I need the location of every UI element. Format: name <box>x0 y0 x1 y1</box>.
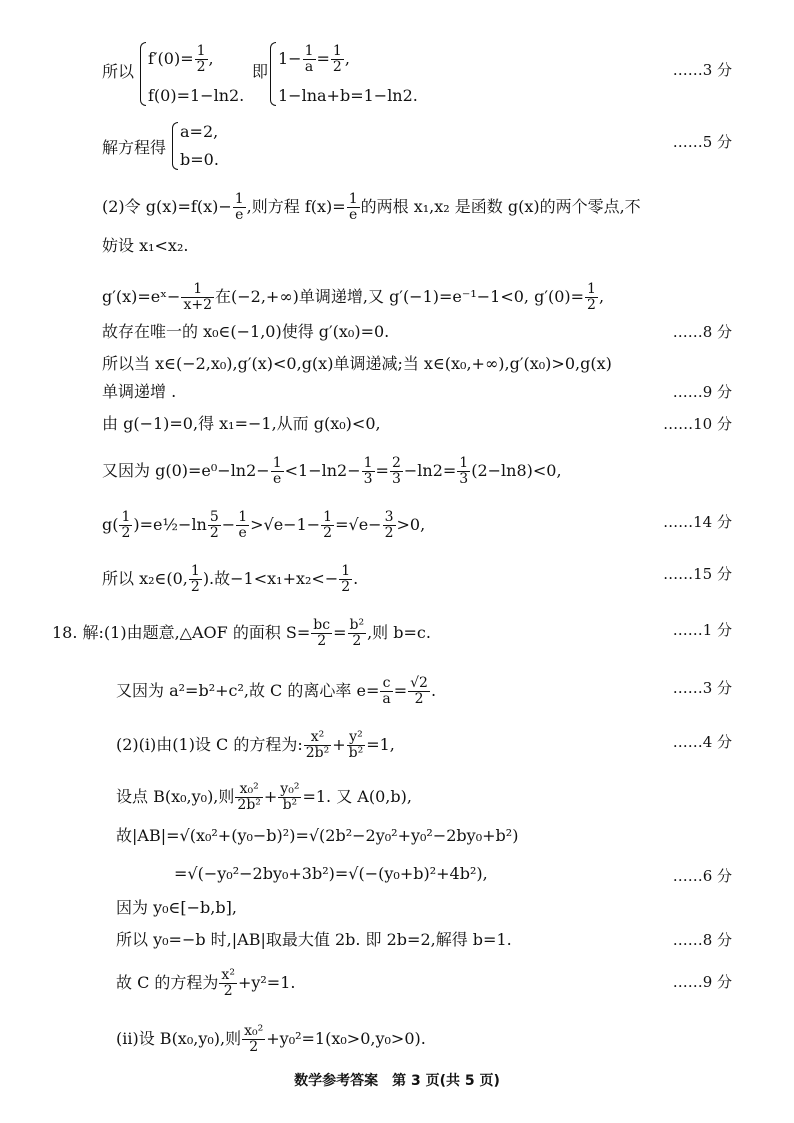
text-line: 所以 x₂∈(0, $\frac{1}{2}$ ).故−1<x₁+x₂<− $\frac{1}{2}$ . <box>102 563 359 595</box>
equation: b=0. <box>180 150 219 169</box>
score: ……14 分 <box>663 513 732 531</box>
equation: 1−lna+b=1−ln2. <box>278 86 418 105</box>
text-line: 18. 解:(1)由题意,△AOF 的面积 S= $\frac{bc}{2}$ = $\frac{\text{b²}}{2}$ ,则 b=c. <box>52 617 431 649</box>
score: ……9 分 <box>672 383 732 401</box>
left-brace <box>172 122 178 170</box>
score: ……6 分 <box>672 867 732 885</box>
equation: a=2, <box>180 122 219 141</box>
text-line: (ii)设 B(x₀,y₀),则 $\frac{\text{x₀²}}{2}$ +y₀²=1(x₀>0,y₀>0). <box>116 1023 426 1055</box>
equation: 1− $\frac{1}{a}$ = $\frac{1}{2}$ , <box>278 43 350 75</box>
page-footer: 数学参考答案 第 3 页(共 5 页) <box>294 1073 500 1089</box>
text-line: 解方程得 <box>102 138 167 157</box>
text-line: 所以当 x∈(−2,x₀),g′(x)<0,g(x)单调递减;当 x∈(x₀,+∞),g′(x₀)>0,g(x) <box>102 354 612 373</box>
text-line: 所以 <box>102 62 135 81</box>
text-line: 设点 B(x₀,y₀),则 $\frac{\text{x₀²}}{\text{2b²}}$ + $\frac{\text{y₀²}}{\text{b²}}$ =1. 又 A(0,b), <box>116 781 412 813</box>
text-line: 由 g(−1)=0,得 x₁=−1,从而 g(x₀)<0, <box>102 414 381 433</box>
score: ……10 分 <box>663 415 732 433</box>
equation: f(0)=1−ln2. <box>148 86 245 105</box>
score: ……8 分 <box>672 323 732 341</box>
text-line: 故|AB|=√(x₀²+(y₀−b)²)=√(2b²−2y₀²+y₀²−2by₀+b²) <box>116 826 519 845</box>
text-line: 又因为 g(0)=e⁰−ln2− $\frac{1}{e}$ <1−ln2− $\frac{1}{3}$ = $\frac{2}{3}$ −ln2= $\frac{1}{3}$ (2−ln8)<0, <box>102 455 562 487</box>
score: ……5 分 <box>672 133 732 151</box>
equation: f′(0)= $\frac{1}{2}$ , <box>148 43 214 75</box>
left-brace <box>270 42 276 106</box>
score: ……15 分 <box>663 565 732 583</box>
text-line: g′(x)=eˣ− $\frac{1}{x+2}$ 在(−2,+∞)单调递增,又 g′(−1)=e⁻¹−1<0, g′(0)= $\frac{1}{2}$ , <box>102 281 605 313</box>
text-line: 即 <box>252 62 269 81</box>
text-line: 因为 y₀∈[−b,b], <box>116 898 237 917</box>
left-brace <box>140 42 146 106</box>
score: ……4 分 <box>672 733 732 751</box>
text-line: 故存在唯一的 x₀∈(−1,0)使得 g′(x₀)=0. <box>102 322 390 341</box>
text-line: =√(−y₀²−2by₀+3b²)=√(−(y₀+b)²+4b²), <box>174 864 488 883</box>
score: ……1 分 <box>672 621 732 639</box>
text-line: 所以 y₀=−b 时,|AB|取最大值 2b. 即 2b=2,解得 b=1. <box>116 930 512 949</box>
score: ……9 分 <box>672 973 732 991</box>
score: ……8 分 <box>672 931 732 949</box>
text-line: (2)(i)由(1)设 C 的方程为: $\frac{\text{x²}}{\text{2b²}}$ + $\frac{\text{y²}}{\text{b²}}$ =1, <box>116 729 395 761</box>
score: ……3 分 <box>672 679 732 697</box>
text-line: 妨设 x₁<x₂. <box>102 236 189 255</box>
text-line: 故 C 的方程为 $\frac{\text{x²}}{2}$ +y²=1. <box>116 967 296 999</box>
text-line: 又因为 a²=b²+c²,故 C 的离心率 e= $\frac{c}{a}$ = $\frac{√2}{2}$ . <box>116 675 437 707</box>
text-line: g( $\frac{1}{2}$ )=e½−ln $\frac{5}{2}$ − $\frac{1}{e}$ >√e−1− $\frac{1}{2}$ =√e− $\frac{3}{2}$ >0, <box>102 509 426 541</box>
text-line: (2)令 g(x)=f(x)− $\frac{1}{e}$ ,则方程 f(x)= $\frac{1}{e}$ 的两根 x₁,x₂ 是函数 g(x)的两个零点,不 <box>102 191 641 223</box>
text-line: 单调递增 . <box>102 382 177 401</box>
score: ……3 分 <box>672 61 732 79</box>
